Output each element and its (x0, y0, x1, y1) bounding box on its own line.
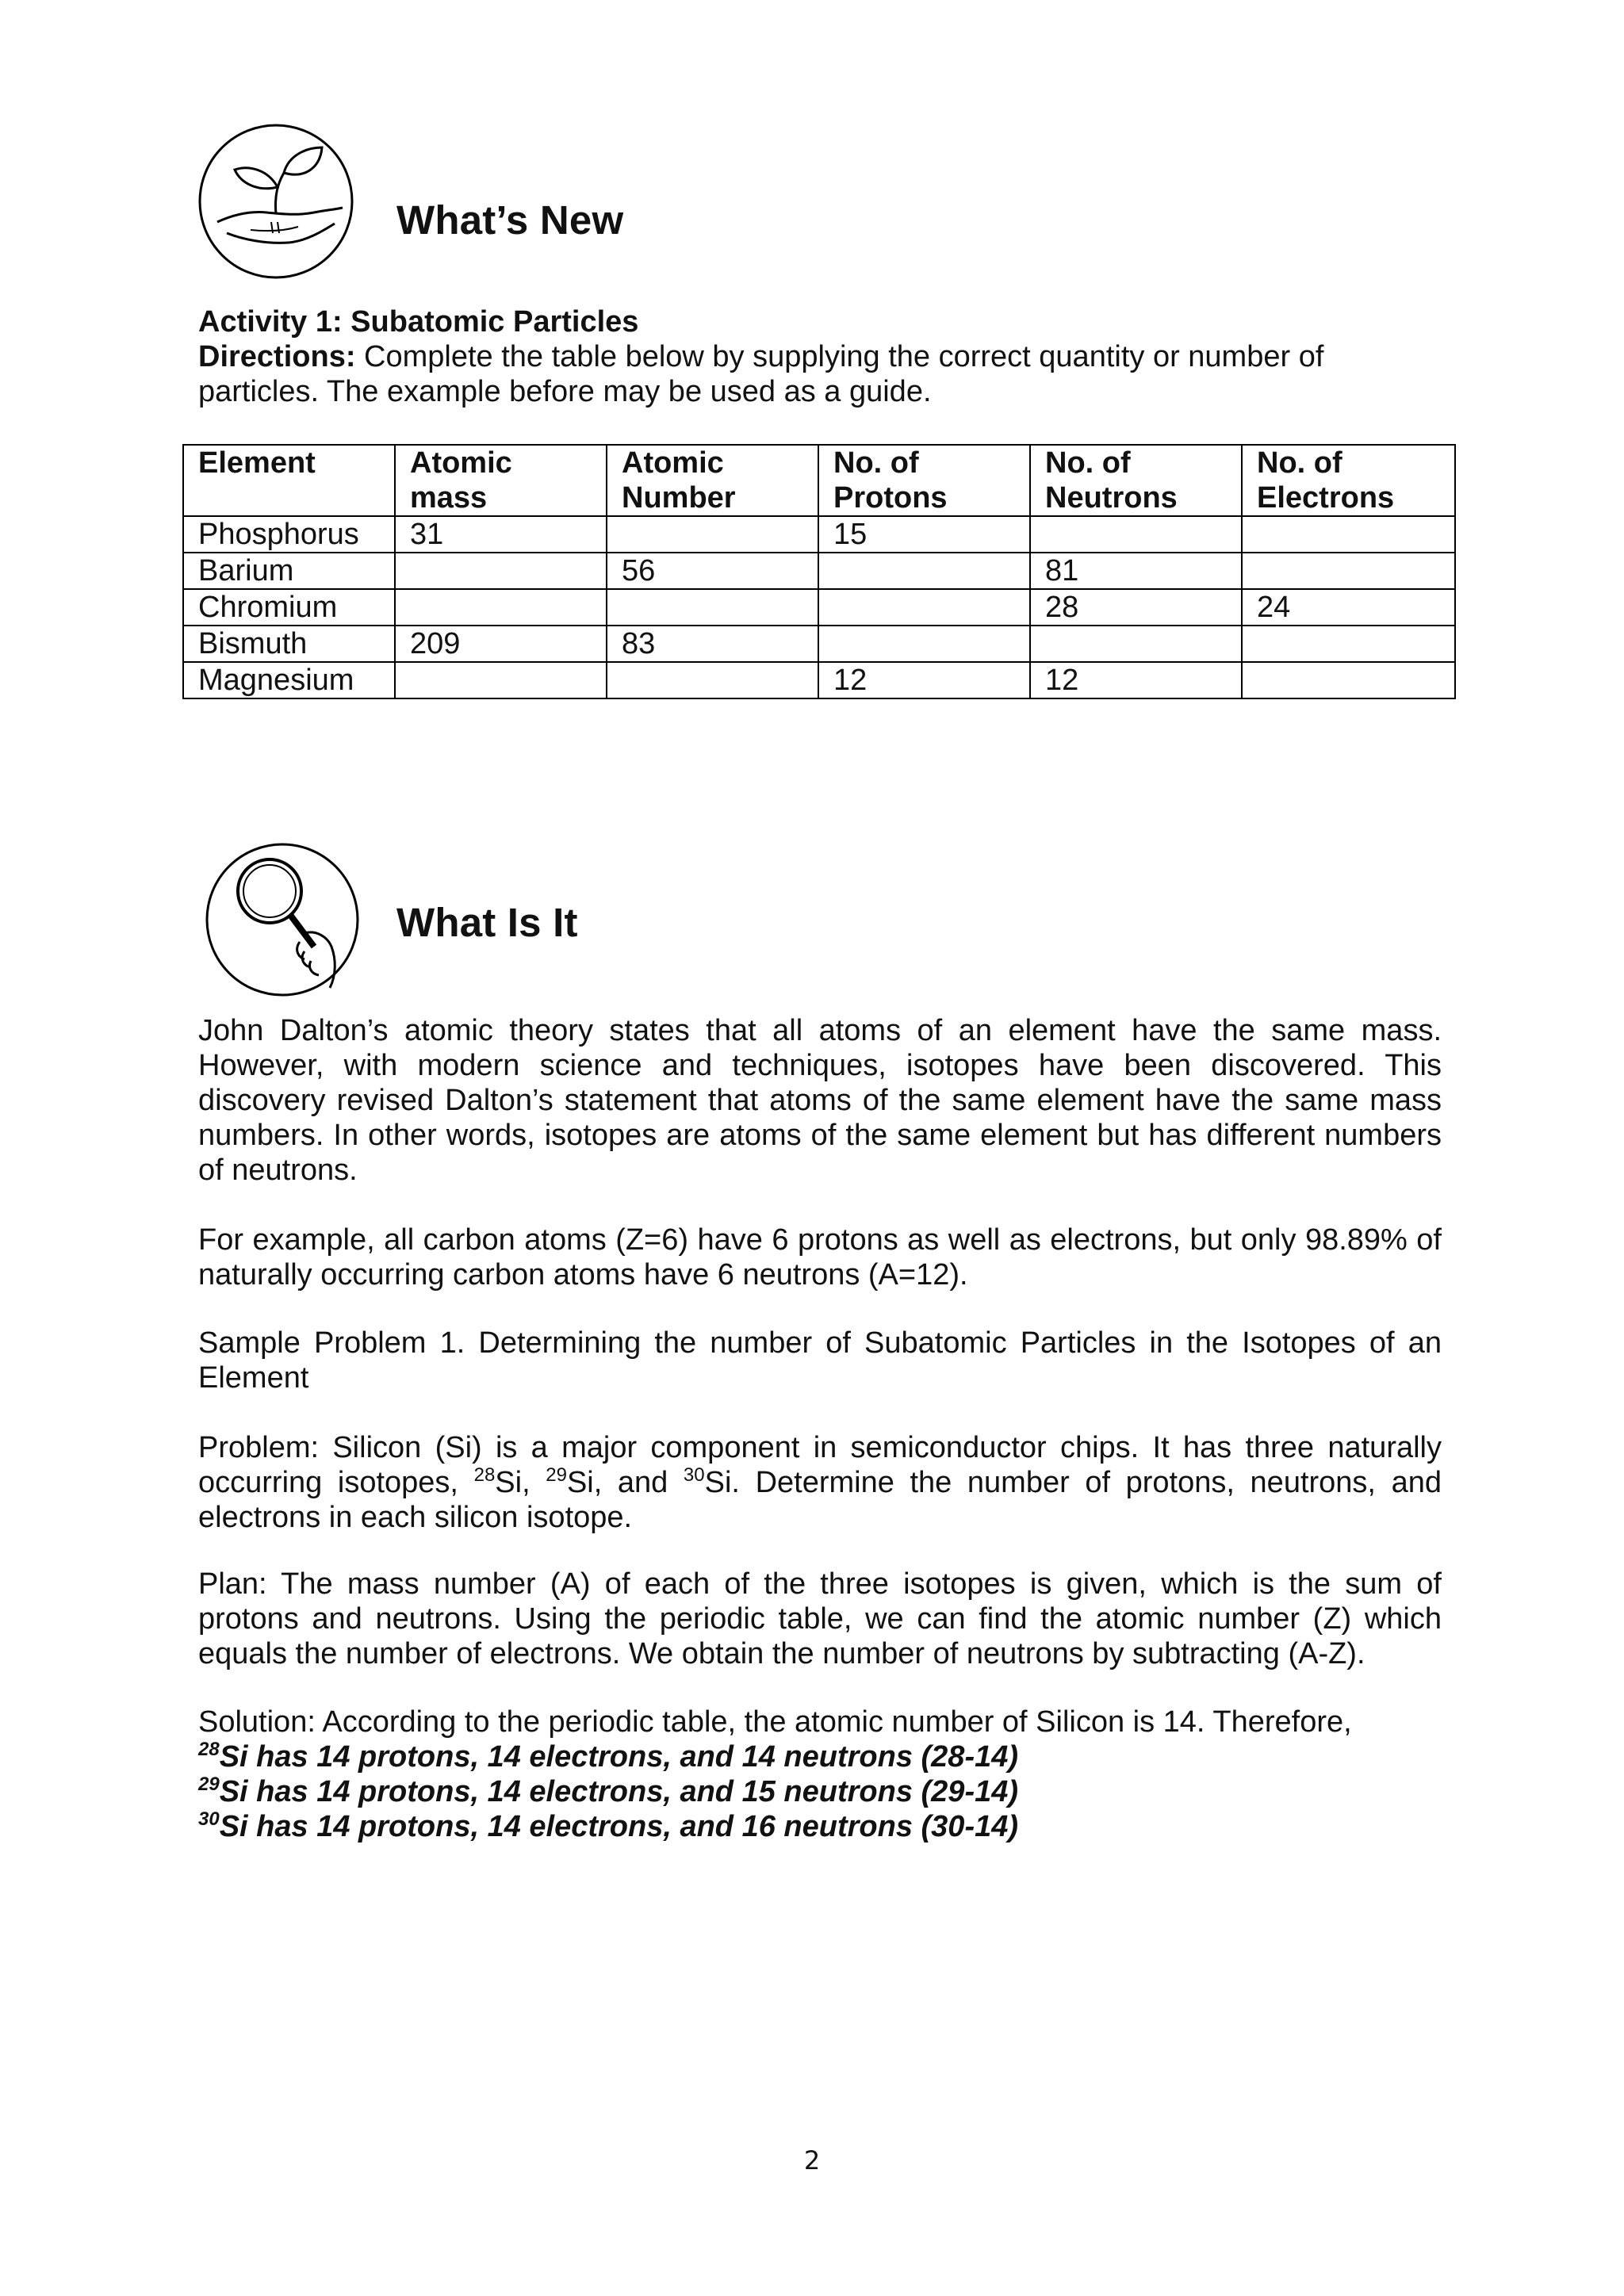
header-electrons: No. of Electrons (1242, 445, 1455, 516)
paragraph-carbon-example: For example, all carbon atoms (Z=6) have 6 protons as well as electrons, but only 98.89% of naturally occurring carbon atoms have 6 neutrons (A=12). (198, 1223, 1442, 1292)
table-cell[interactable]: 12 (1030, 662, 1242, 698)
table-cell[interactable]: Phosphorus (183, 516, 395, 553)
table-cell[interactable]: 56 (607, 553, 818, 589)
header-protons: No. of Protons (818, 445, 1030, 516)
magnifying-glass-icon (203, 840, 362, 999)
table-cell[interactable] (818, 553, 1030, 589)
section-heading-whats-new: What’s New (396, 197, 624, 243)
directions-text: Complete the table below by supplying the correct quantity or number of particles. The example before may be used as a guide. (198, 340, 1324, 408)
isotope-mass-29: 29 (546, 1464, 567, 1486)
paragraph-problem: Problem: Silicon (Si) is a major component in semiconductor chips. It has three naturally occurring isotopes, $^{28}$Si, $^{29}$Si, and $^{30}$Si. Determine the number of protons, neutrons, and electrons in each silicon isotope. (198, 1431, 1442, 1534)
table-cell[interactable] (395, 553, 607, 589)
solution-line-si30: $^{30}$Si has 14 protons, 14 electrons, and 16 neutrons (30-14) (198, 1808, 1019, 1843)
table-cell[interactable] (607, 662, 818, 698)
table-row (183, 626, 1455, 662)
table-cell[interactable]: 31 (395, 516, 607, 553)
header-neutrons: No. of Neutrons (1030, 445, 1242, 516)
table-cell[interactable] (818, 589, 1030, 626)
page-number: 2 (803, 2145, 821, 2175)
table-cell[interactable] (1030, 516, 1242, 553)
table-cell[interactable]: 81 (1030, 553, 1242, 589)
table-cell[interactable] (1030, 626, 1242, 662)
table-cell[interactable] (395, 662, 607, 698)
table-cell[interactable] (1242, 553, 1455, 589)
directions-paragraph (198, 339, 1442, 409)
table-cell[interactable] (607, 589, 818, 626)
table-cell[interactable] (607, 516, 818, 553)
directions-label: Directions: (198, 340, 356, 373)
table-cell[interactable]: 12 (818, 662, 1030, 698)
section-heading-what-is-it: What Is It (396, 900, 578, 945)
table-cell[interactable] (1242, 626, 1455, 662)
table-cell[interactable]: Chromium (183, 589, 395, 626)
table-cell[interactable] (1242, 662, 1455, 698)
header-atomic-number: Atomic Number (607, 445, 818, 516)
table-cell[interactable]: 83 (607, 626, 818, 662)
table-cell[interactable]: 28 (1030, 589, 1242, 626)
paragraph-plan: Plan: The mass number (A) of each of the three isotopes is given, which is the sum of protons and neutrons. Using the periodic table, we can find the atomic number (Z) which equals the number of electrons. We obtain the number of neutrons by subtracting (A-Z). (198, 1567, 1442, 1670)
table-row (183, 589, 1455, 626)
table-cell[interactable]: Barium (183, 553, 395, 589)
table-cell[interactable]: Bismuth (183, 626, 395, 662)
table-cell[interactable]: 24 (1242, 589, 1455, 626)
solution-line-si29: $^{29}$Si has 14 protons, 14 electrons, and 15 neutrons (29-14) (198, 1774, 1019, 1808)
table-cell[interactable] (818, 626, 1030, 662)
table-row (183, 662, 1455, 698)
seedling-in-hand-icon (195, 121, 357, 282)
solution-line-si28: $^{28}$Si has 14 protons, 14 electrons, and 14 neutrons (28-14) (198, 1739, 1019, 1774)
table-row (183, 516, 1455, 553)
paragraph-solution: Solution: According to the periodic table, the atomic number of Silicon is 14. Therefore, (198, 1705, 1352, 1739)
paragraph-dalton: John Dalton’s atomic theory states that all atoms of an element have the same mass. However, with modern science and techniques, isotopes have been discovered. This discovery revised Dalton’s statement that atoms of the same element have the same mass numbers. In other words, isotopes are atoms of the same element but has different numbers of neutrons. (198, 1014, 1442, 1187)
table-cell[interactable]: 209 (395, 626, 607, 662)
table-cell[interactable] (395, 589, 607, 626)
table-row (183, 553, 1455, 589)
table-header-row (183, 445, 1455, 516)
table-cell[interactable] (1242, 516, 1455, 553)
activity-title: Activity 1: Subatomic Particles (198, 305, 639, 339)
subatomic-particles-table (182, 444, 1456, 699)
table-cell[interactable]: Magnesium (183, 662, 395, 698)
table-cell[interactable]: 15 (818, 516, 1030, 553)
header-atomic-mass: Atomic mass (395, 445, 607, 516)
header-element: Element (183, 445, 395, 516)
paragraph-sample-problem: Sample Problem 1. Determining the number of Subatomic Particles in the Isotopes of an Element (198, 1326, 1442, 1395)
isotope-mass-28: 28 (473, 1464, 496, 1486)
isotope-mass-30: 30 (683, 1464, 705, 1486)
